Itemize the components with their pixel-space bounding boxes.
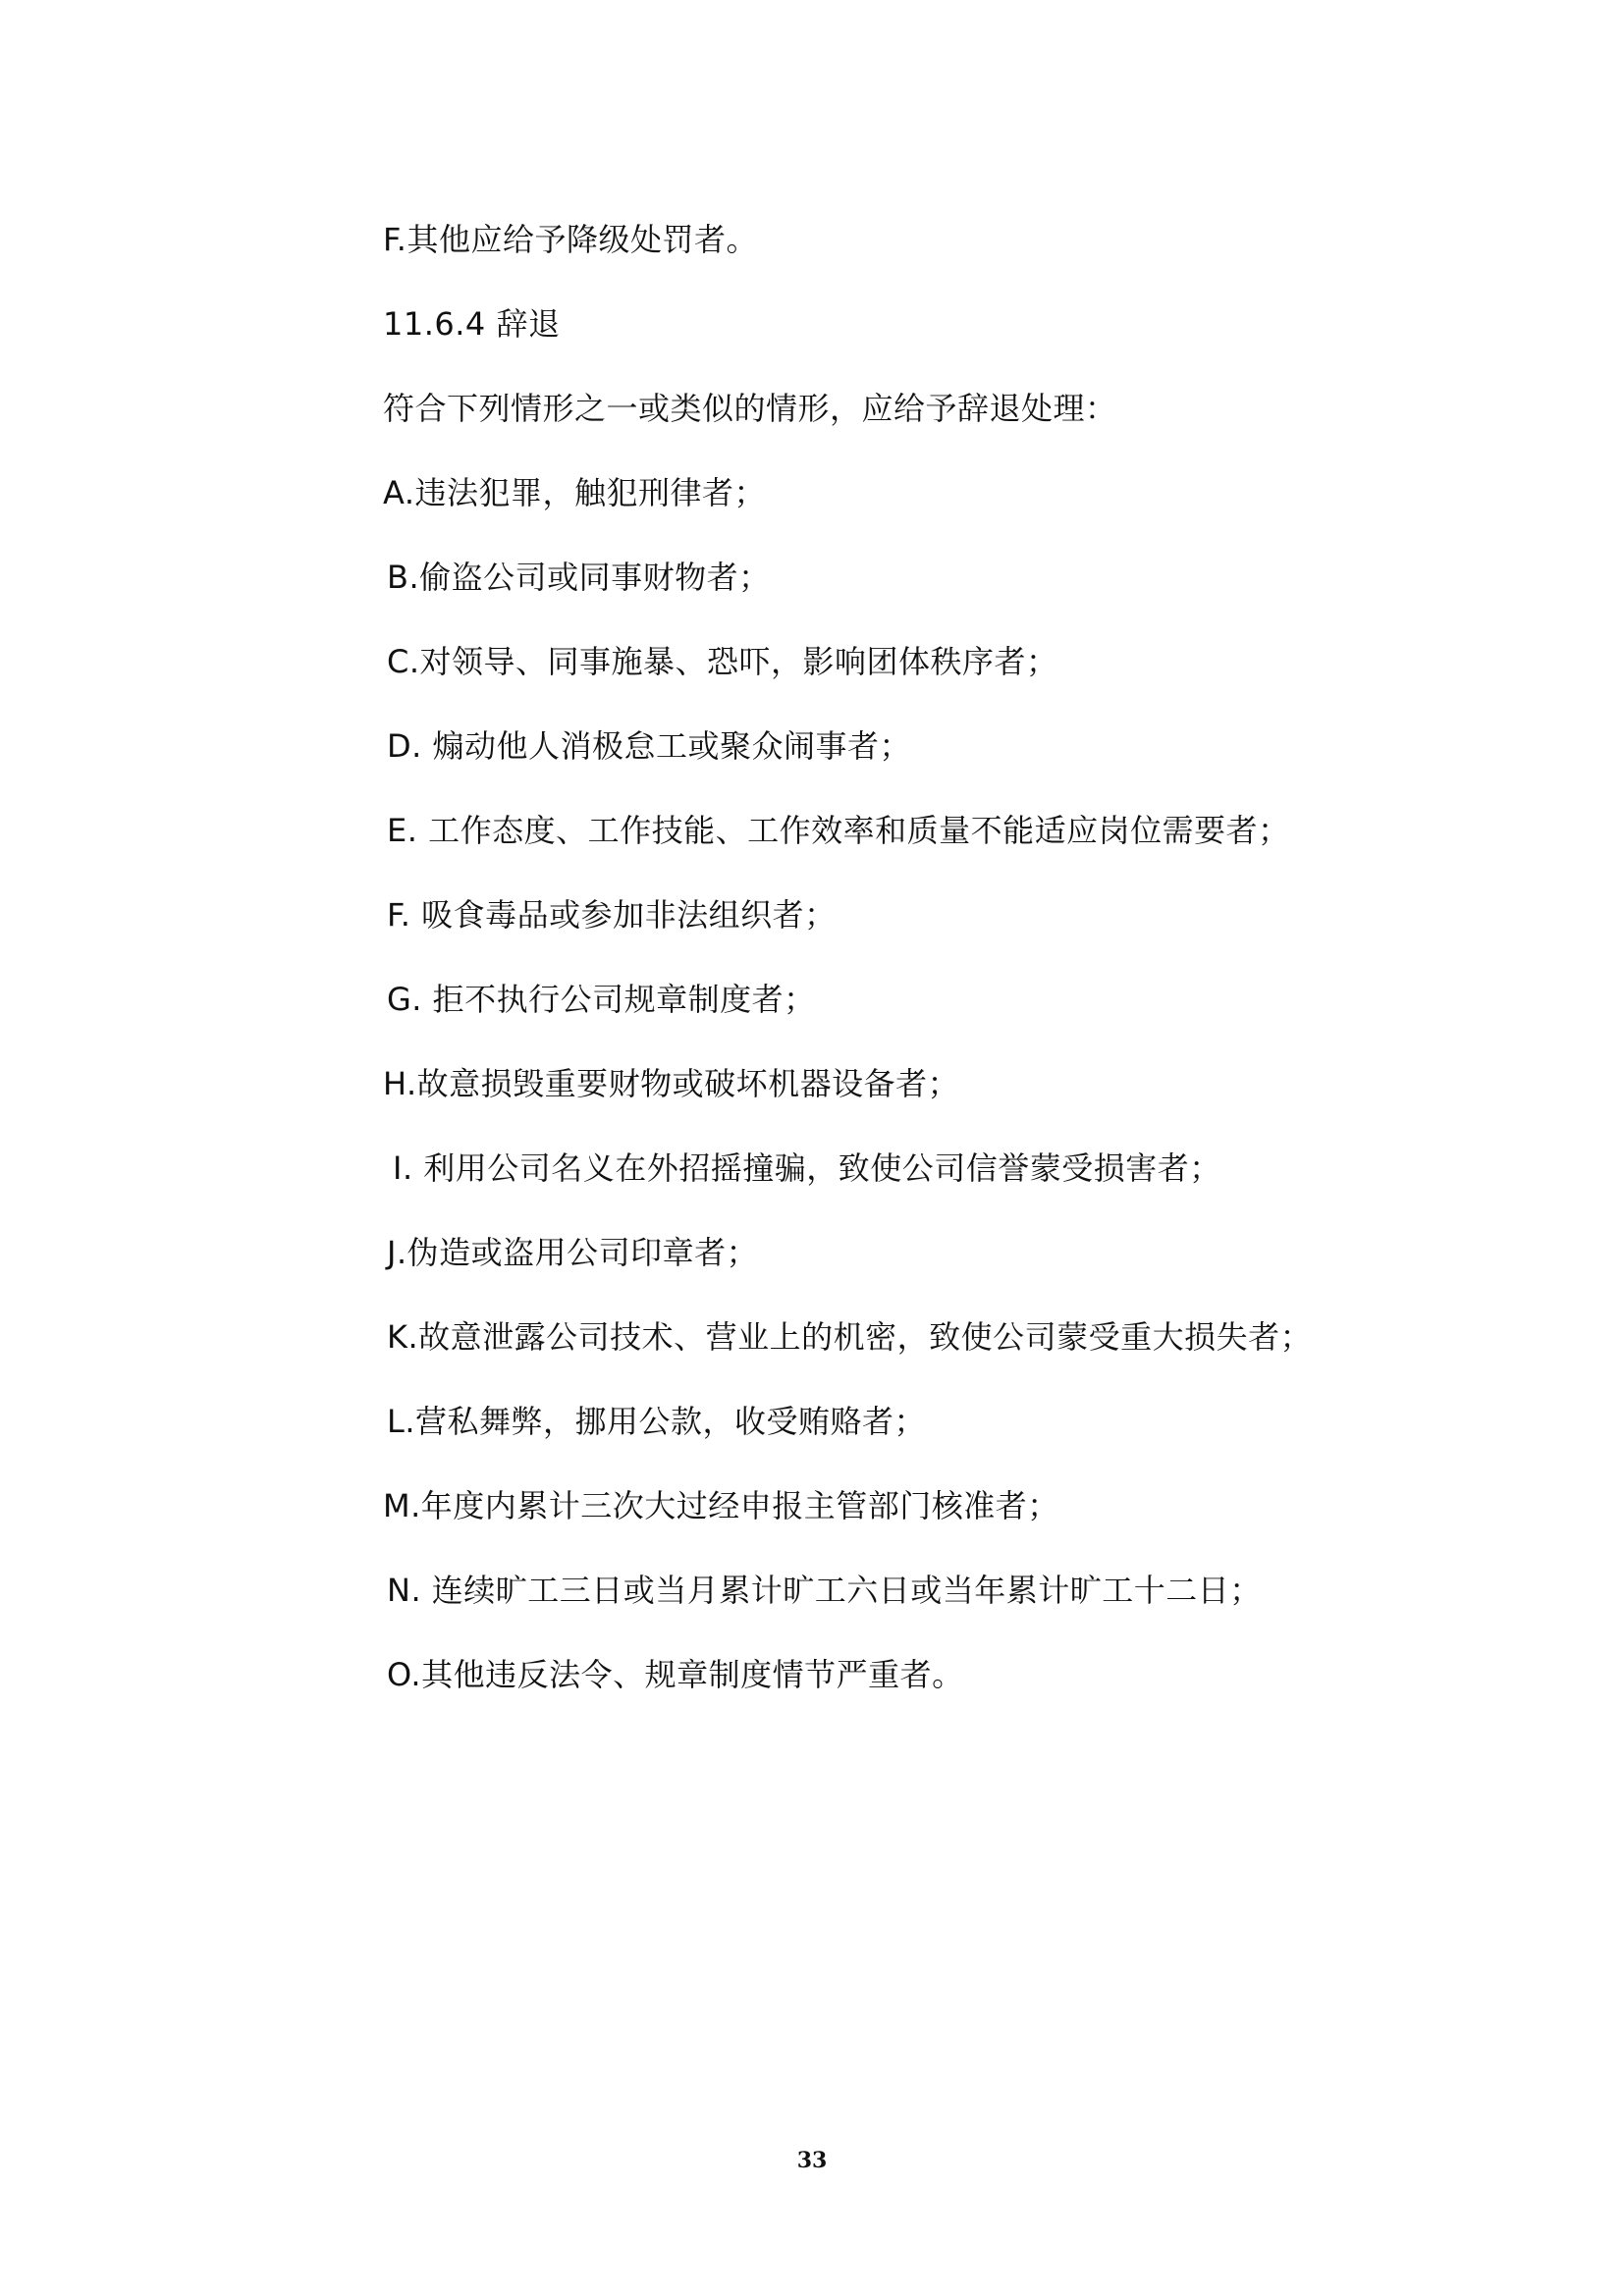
text-line: 符合下列情形之一或类似的情形，应给予辞退处理： [383, 390, 1117, 427]
list-item: N. 连续旷工三日或当月累计旷工六日或当年累计旷工十二日； [387, 1572, 1262, 1609]
list-item: E. 工作态度、工作技能、工作效率和质量不能适应岗位需要者； [387, 812, 1290, 849]
list-item: I. 利用公司名义在外招摇撞骗，致使公司信誉蒙受损害者； [393, 1149, 1221, 1187]
section-heading: 11.6.4 辞退 [383, 305, 561, 343]
document-body [383, 212, 1365, 1732]
list-item: A.违法犯罪，触犯刑律者； [383, 474, 767, 511]
list-item: M.年度内累计三次大过经申报主管部门核准者； [383, 1487, 1059, 1524]
list-item: F. 吸食毒品或参加非法组织者； [387, 896, 837, 934]
list-item: D. 煽动他人消极怠工或聚众闹事者； [387, 727, 911, 765]
list-item: O.其他违反法令、规章制度情节严重者。 [387, 1656, 964, 1693]
text-line: F.其他应给予降级处罚者。 [383, 221, 758, 258]
list-item: B.偷盗公司或同事财物者； [387, 559, 771, 596]
list-item: G. 拒不执行公司规章制度者； [387, 981, 816, 1018]
list-item: J.伪造或盗用公司印章者； [387, 1234, 759, 1271]
list-item: C.对领导、同事施暴、恐吓，影响团体秩序者； [387, 643, 1058, 680]
list-item: H.故意损毁重要财物或破坏机器设备者； [383, 1065, 960, 1102]
list-item: K.故意泄露公司技术、营业上的机密，致使公司蒙受重大损失者； [387, 1318, 1313, 1356]
page-number: 33 [796, 2148, 828, 2173]
list-item: L.营私舞弊，挪用公款，收受贿赂者； [387, 1403, 927, 1440]
